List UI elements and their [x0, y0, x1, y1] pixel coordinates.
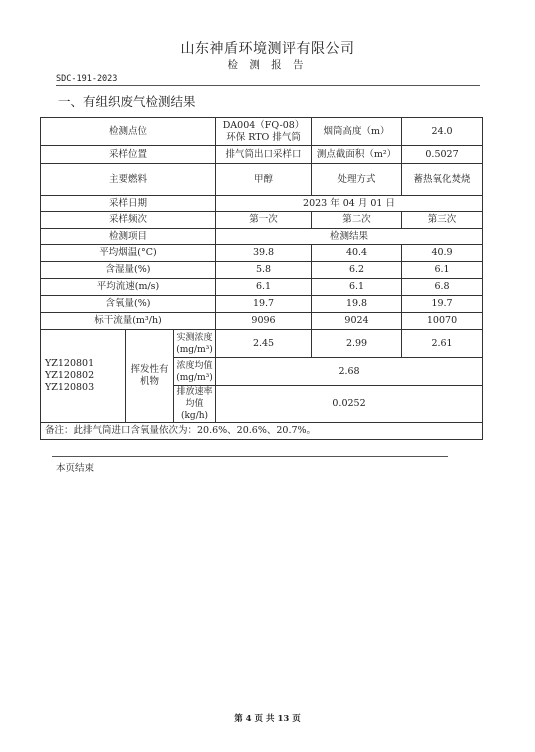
- cell-value: 2.99: [312, 330, 402, 358]
- cell-value: 第二次: [312, 212, 402, 229]
- report-type: 检 测 报 告: [227, 59, 308, 71]
- table-row: [41, 245, 483, 262]
- cell-label: 检测点位: [41, 118, 216, 146]
- cell-value: 6.1: [312, 279, 402, 296]
- cell-label: 平均流速(m/s): [41, 279, 216, 296]
- cell-value: 9024: [312, 313, 402, 330]
- cell-label: 含氧量(%): [41, 296, 216, 313]
- table-row: [41, 279, 483, 296]
- report-number: SDC-191-2023: [56, 74, 118, 84]
- cell-label: 标干流量(m³/h): [41, 313, 216, 330]
- end-divider: [52, 456, 448, 457]
- end-of-page-note: 本页结束: [56, 463, 95, 474]
- table-row: [41, 423, 483, 440]
- sample-id: YZ120801: [45, 358, 95, 369]
- cell-value: 19.7: [402, 296, 483, 313]
- cell-value: DA004（FQ-08）环保 RTO 排气筒: [216, 118, 312, 146]
- cell-label: 含湿量(%): [41, 262, 216, 279]
- header-divider: [56, 85, 480, 86]
- cell-value: 24.0: [402, 118, 483, 146]
- cell-value: 40.9: [402, 245, 483, 262]
- cell-value: 第三次: [402, 212, 483, 229]
- cell-label: 浓度均值(mg/m³): [174, 358, 216, 386]
- table-row: [41, 313, 483, 330]
- cell-value: 0.0252: [216, 386, 483, 423]
- emission-results-table: [40, 117, 483, 440]
- cell-label: 烟筒高度（m）: [312, 118, 402, 146]
- sample-id-cell: [41, 330, 126, 423]
- table-row: [41, 229, 483, 245]
- cell-value: 40.4: [312, 245, 402, 262]
- cell-label: 采样日期: [41, 196, 216, 212]
- cell-label: 测点截面积（m²）: [312, 146, 402, 164]
- cell-label: 主要燃料: [41, 164, 216, 196]
- cell-value: 2.68: [216, 358, 483, 386]
- page-number: 第 4 页 共 13 页: [234, 714, 301, 724]
- sample-id: YZ120802: [45, 370, 95, 381]
- cell-value: 排气筒出口采样口: [216, 146, 312, 164]
- cell-value: 5.8: [216, 262, 312, 279]
- cell-value: 9096: [216, 313, 312, 330]
- cell-value: 6.2: [312, 262, 402, 279]
- pollutant-name: 挥发性有机物: [126, 330, 174, 423]
- cell-label: 实测浓度(mg/m³): [174, 330, 216, 358]
- table-row: [41, 296, 483, 313]
- cell-value: 2.61: [402, 330, 483, 358]
- table-row: [41, 118, 483, 146]
- cell-label: 排放速率均值(kg/h): [174, 386, 216, 423]
- cell-value: 甲醇: [216, 164, 312, 196]
- sample-id: YZ120803: [45, 382, 95, 393]
- table-note: 备注：此排气筒进口含氧量依次为：20.6%、20.6%、20.7%。: [41, 423, 483, 440]
- cell-label: 采样频次: [41, 212, 216, 229]
- cell-value: 6.1: [216, 279, 312, 296]
- cell-value: 10070: [402, 313, 483, 330]
- table-row: [41, 164, 483, 196]
- cell-value: 6.1: [402, 262, 483, 279]
- cell-label: 平均烟温(°C): [41, 245, 216, 262]
- table-row: [41, 262, 483, 279]
- cell-value: 检测结果: [216, 229, 483, 245]
- cell-value: 蓄热氧化焚烧: [402, 164, 483, 196]
- cell-value: 2.45: [216, 330, 312, 358]
- cell-value: 2023 年 04 月 01 日: [216, 196, 483, 212]
- cell-value: 第一次: [216, 212, 312, 229]
- cell-value: 6.8: [402, 279, 483, 296]
- cell-label: 检测项目: [41, 229, 216, 245]
- cell-label: 处理方式: [312, 164, 402, 196]
- table-row: [41, 212, 483, 229]
- company-name: 山东神盾环境测评有限公司: [180, 41, 355, 57]
- table-row: [41, 330, 483, 358]
- table-row: [41, 146, 483, 164]
- cell-value: 39.8: [216, 245, 312, 262]
- cell-value: 19.7: [216, 296, 312, 313]
- cell-value: 0.5027: [402, 146, 483, 164]
- table-row: [41, 196, 483, 212]
- section-title: 一、有组织废气检测结果: [58, 94, 196, 109]
- cell-value: 19.8: [312, 296, 402, 313]
- cell-label: 采样位置: [41, 146, 216, 164]
